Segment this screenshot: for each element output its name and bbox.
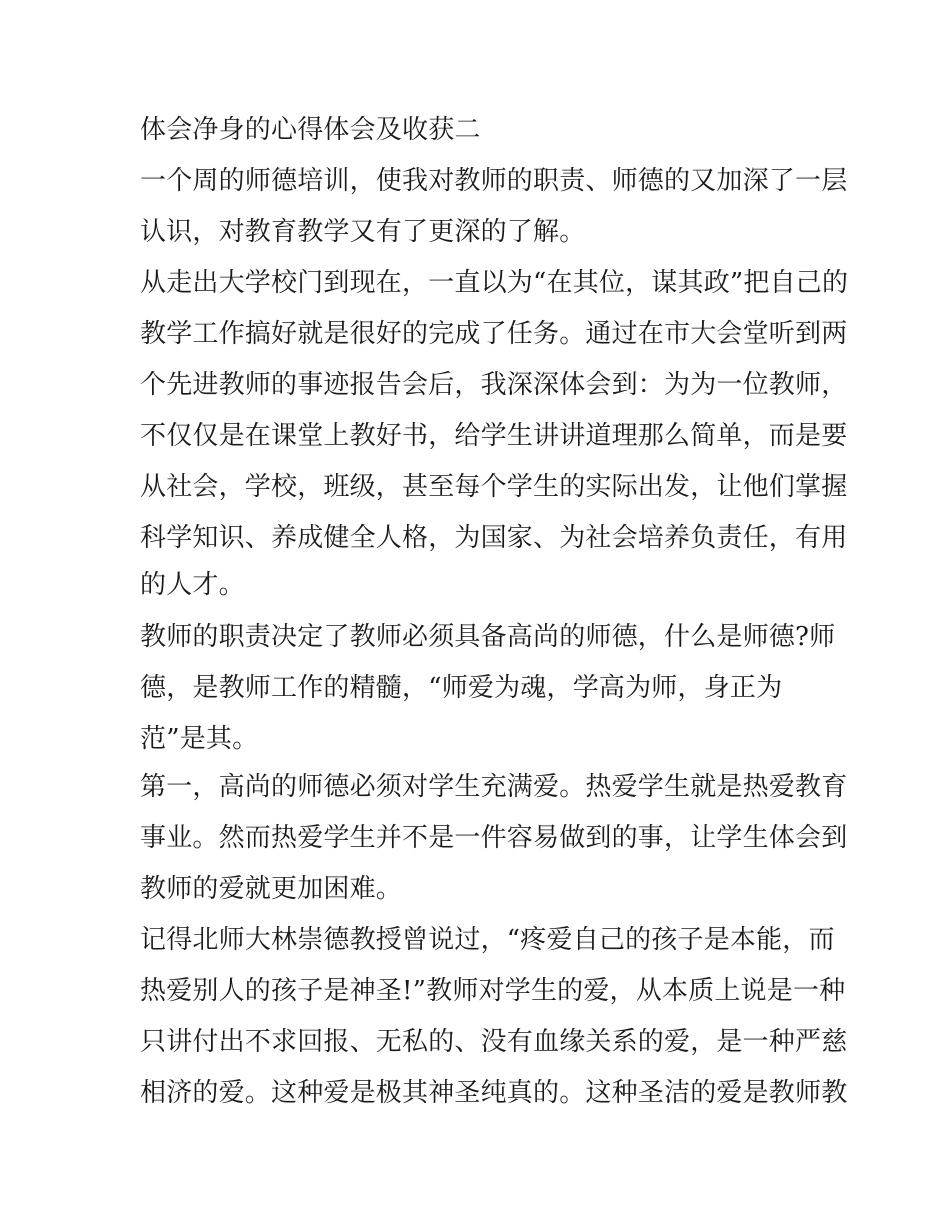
text-line: 从走出大学校门到现在，一直以为“在其位，谋其政”把自己的	[140, 268, 849, 298]
text-line: 不仅仅是在课堂上教好书，给学生讲讲道理那么简单，而是要	[140, 421, 848, 451]
text-line: 一个周的师德培训，使我对教师的职责、师德的又加深了一层	[140, 166, 848, 196]
text-line: 教师的职责决定了教师必须具备高尚的师德，什么是师德?师	[140, 622, 836, 652]
text-line: 德，是教师工作的精髓，“师爱为魂，学高为师，身正为	[140, 673, 783, 703]
text-line: 范”是其。	[140, 724, 259, 754]
text-line: 认识，对教育教学又有了更深的了解。	[140, 217, 586, 247]
text-line: 从社会，学校，班级，甚至每个学生的实际出发，让他们掌握	[140, 472, 848, 502]
text-line: 的人才。	[140, 570, 245, 600]
text-line: 教学工作搞好就是很好的完成了任务。通过在市大会堂听到两	[140, 319, 848, 349]
text-line: 教师的爱就更加困难。	[140, 874, 403, 904]
text-line: 科学知识、养成健全人格，为国家、为社会培养负责任，有用	[140, 523, 848, 553]
text-line: 热爱别人的孩子是神圣!”教师对学生的爱，从本质上说是一种	[140, 976, 846, 1006]
text-line: 个先进教师的事迹报告会后，我深深体会到：为为一位教师，	[140, 370, 848, 400]
text-line: 相济的爱。这种爱是极其神圣纯真的。这种圣洁的爱是教师教	[140, 1078, 848, 1108]
text-line: 只讲付出不求回报、无私的、没有血缘关系的爱，是一种严慈	[140, 1027, 848, 1057]
text-line: 记得北师大林崇德教授曾说过，“疼爱自己的孩子是本能，而	[140, 925, 835, 955]
text-line: 事业。然而热爱学生并不是一件容易做到的事，让学生体会到	[140, 823, 848, 853]
text-line: 第一，高尚的师德必须对学生充满爱。热爱学生就是热爱教育	[140, 772, 848, 802]
document-title: 体会净身的心得体会及收获二	[140, 115, 481, 145]
